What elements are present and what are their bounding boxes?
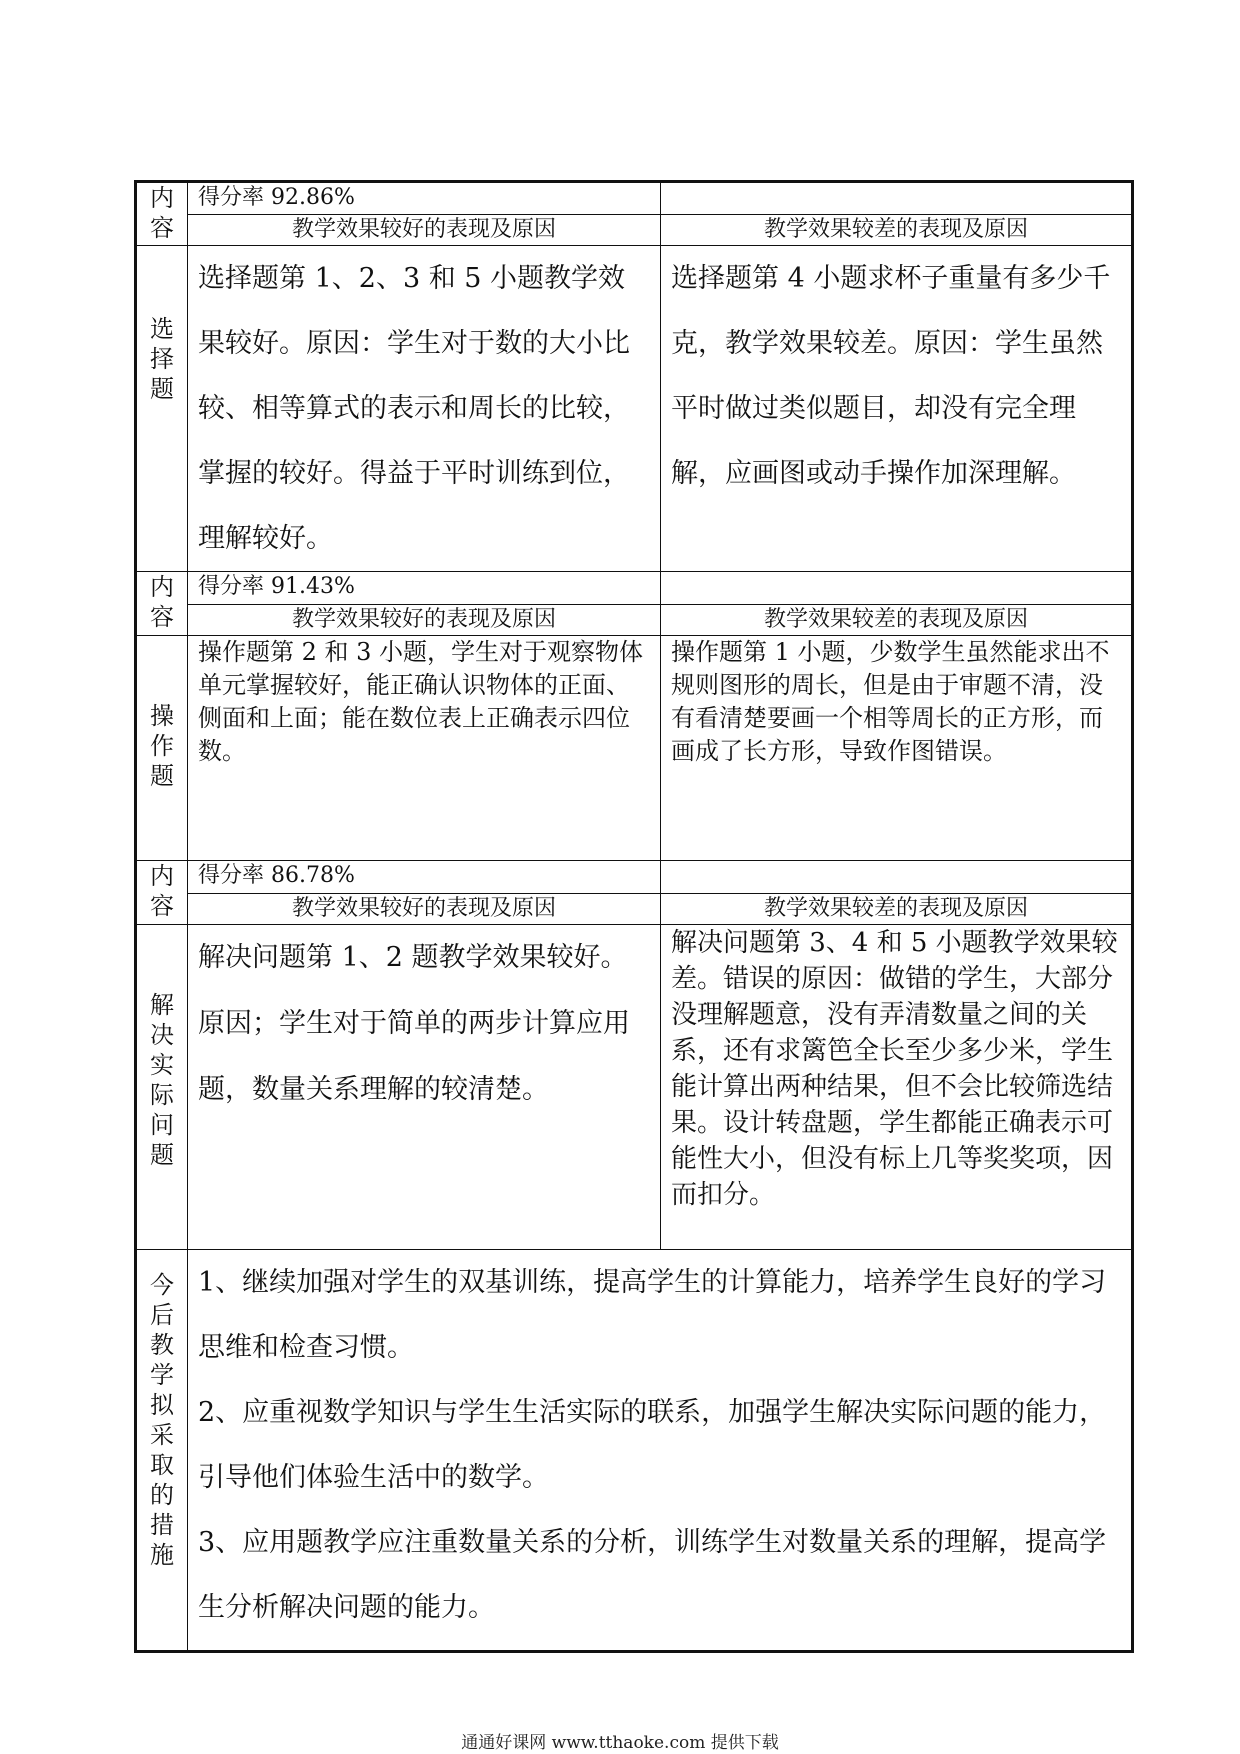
topic-label-char: 问: [150, 1111, 174, 1139]
topic-label-cell: [136, 636, 188, 861]
empty-cell: [661, 861, 1133, 894]
measures-label-char: 采: [150, 1421, 174, 1449]
content-label-cell: [136, 861, 188, 925]
content-label-char: 容: [150, 892, 174, 920]
score-rate: 得分率 92.86%: [188, 182, 661, 215]
measures-cell: [188, 1250, 1133, 1652]
measure-item: 1、继续加强对学生的双基训练，提高学生的计算能力，培养学生良好的学习思维和检查习惯。: [198, 1267, 1107, 1363]
measures-label-char: 措: [150, 1511, 174, 1539]
measures-label-char: 拟: [150, 1391, 174, 1419]
measures-label-char: 取: [150, 1451, 174, 1479]
bad-analysis: 解决问题第 3、4 和 5 小题教学效果较差。错误的原因：做错的学生，大部分没理解题意，没有弄清数量之间的关系，还有求篱笆全长至少多少米，学生能计算出两种结果，但不会比较筛选结果。设计转盘题，学生都能正确表示可能性大小，但没有标上几等奖奖项，因而扣分。: [661, 925, 1133, 1250]
content-label-cell: [136, 572, 188, 636]
topic-label-char: 决: [150, 1021, 174, 1049]
rate-row: [136, 182, 1133, 215]
topic-label-cell: [136, 925, 188, 1250]
topic-label-char: 解: [150, 991, 174, 1019]
topic-label-char: 选: [150, 315, 174, 343]
good-analysis: 选择题第 1、2、3 和 5 小题教学效果较好。原因：学生对于数的大小比较、相等算式的表示和周长的比较，掌握的较好。得益于平时训练到位，理解较好。: [188, 246, 661, 572]
bad-header: 教学效果较差的表现及原因: [661, 605, 1133, 636]
topic-label-char: 择: [150, 345, 174, 373]
content-label-char: 容: [150, 214, 174, 242]
content-label-char: 内: [150, 184, 174, 212]
topic-label-char: 题: [150, 1141, 174, 1169]
good-header: 教学效果较好的表现及原因: [188, 605, 661, 636]
header-row: [136, 605, 1133, 636]
good-analysis: 操作题第 2 和 3 小题，学生对于观察物体单元掌握较好，能正确认识物体的正面、侧面和上面；能在数位表上正确表示四位数。: [188, 636, 661, 861]
topic-label-char: 操: [150, 702, 174, 730]
measures-label-char: 今: [150, 1271, 174, 1299]
topic-row: [136, 925, 1133, 1250]
bad-header: 教学效果较差的表现及原因: [661, 215, 1133, 246]
good-header: 教学效果较好的表现及原因: [188, 894, 661, 925]
topic-label-char: 际: [150, 1081, 174, 1109]
bad-analysis: 操作题第 1 小题，少数学生虽然能求出不规则图形的周长，但是由于审题不清，没有看清楚要画一个相等周长的正方形，而画成了长方形，导致作图错误。: [661, 636, 1133, 861]
content-label-char: 内: [150, 862, 174, 890]
rate-row: [136, 861, 1133, 894]
bad-header: 教学效果较差的表现及原因: [661, 894, 1133, 925]
measure-item: 2、应重视数学知识与学生生活实际的联系，加强学生解决实际问题的能力，引导他们体验生活中的数学。: [198, 1397, 1107, 1493]
measures-row: [136, 1250, 1133, 1652]
good-analysis: 解决问题第 1、2 题教学效果较好。原因；学生对于简单的两步计算应用题，数量关系理解的较清楚。: [188, 925, 661, 1250]
score-rate: 得分率 86.78%: [188, 861, 661, 894]
content-label-char: 容: [150, 603, 174, 631]
measures-label-char: 施: [150, 1541, 174, 1569]
analysis-table: [134, 180, 1134, 1653]
measures-label-char: 教: [150, 1331, 174, 1359]
score-rate: 得分率 91.43%: [188, 572, 661, 605]
measures-label-char: 后: [150, 1301, 174, 1329]
measure-item: 3、应用题教学应注重数量关系的分析，训练学生对数量关系的理解，提高学生分析解决问题的能力。: [198, 1527, 1107, 1623]
footer-credit: 通通好课网 www.tthaoke.com 提供下载: [461, 1733, 779, 1753]
header-row: [136, 215, 1133, 246]
content-label-cell: [136, 182, 188, 246]
topic-label-char: 作: [150, 732, 174, 760]
topic-row: [136, 246, 1133, 572]
topic-row: [136, 636, 1133, 861]
content-label-char: 内: [150, 573, 174, 601]
topic-label-char: 题: [150, 375, 174, 403]
measures-label-char: 的: [150, 1481, 174, 1509]
measures-label-char: 学: [150, 1361, 174, 1389]
empty-cell: [661, 182, 1133, 215]
good-header: 教学效果较好的表现及原因: [188, 215, 661, 246]
empty-cell: [661, 572, 1133, 605]
measures-label-cell: [136, 1250, 188, 1652]
bad-analysis: 选择题第 4 小题求杯子重量有多少千克，教学效果较差。原因：学生虽然平时做过类似题目，却没有完全理解，应画图或动手操作加深理解。: [661, 246, 1133, 572]
topic-label-char: 实: [150, 1051, 174, 1079]
topic-label-cell: [136, 246, 188, 572]
header-row: [136, 894, 1133, 925]
topic-label-char: 题: [150, 762, 174, 790]
rate-row: [136, 572, 1133, 605]
